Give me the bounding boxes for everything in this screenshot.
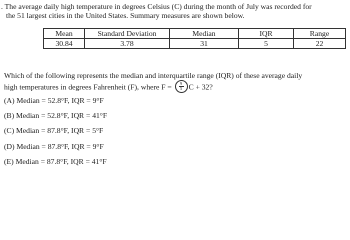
summary-table bbox=[43, 28, 346, 49]
header-iqr: IQR bbox=[239, 29, 294, 39]
question-line-2 bbox=[4, 81, 213, 94]
answer-choices bbox=[4, 96, 107, 172]
choice-e[interactable]: (E) Median = 87.8°F, IQR = 41°F bbox=[4, 156, 107, 166]
question-line-1: Which of the following represents the median and interquartile range (IQR) of these average daily bbox=[4, 71, 303, 80]
choice-c[interactable]: (C) Median = 87.8°F, IQR = 5°F bbox=[4, 126, 104, 136]
header-mean: Mean bbox=[44, 29, 85, 39]
fraction-denominator: 5 bbox=[180, 85, 183, 91]
value-mean: 30.84 bbox=[44, 39, 85, 49]
header-standard-deviation: Standard Deviation bbox=[85, 29, 170, 39]
intro-line-2: the 51 largest cities in the United States. Summary measures are shown below. bbox=[6, 11, 245, 20]
value-median: 31 bbox=[170, 39, 239, 49]
header-median: Median bbox=[170, 29, 239, 39]
summary-value-row bbox=[44, 39, 346, 49]
question-line-2-prefix: high temperatures in degrees Fahrenheit (F), where F = bbox=[4, 82, 174, 92]
choice-d[interactable]: (D) Median = 87.8°F, IQR = 9°F bbox=[4, 141, 104, 151]
value-range: 22 bbox=[294, 39, 346, 49]
question-line-2-suffix: C + 32? bbox=[188, 82, 213, 92]
header-range: Range bbox=[294, 29, 346, 39]
summary-header-row bbox=[44, 29, 346, 39]
choice-b[interactable]: (B) Median = 52.8°F, IQR = 41°F bbox=[4, 111, 108, 121]
intro-line-1: . The average daily high temperature in degrees Celsius (C) during the month of July was recorded for bbox=[1, 2, 312, 11]
choice-a[interactable]: (A) Median = 52.8°F, IQR = 9°F bbox=[4, 96, 104, 105]
value-iqr: 5 bbox=[239, 39, 294, 49]
fraction-nine-fifths bbox=[175, 80, 188, 93]
fraction-numerator: 9 bbox=[180, 80, 183, 86]
value-standard-deviation: 3.78 bbox=[85, 39, 170, 49]
